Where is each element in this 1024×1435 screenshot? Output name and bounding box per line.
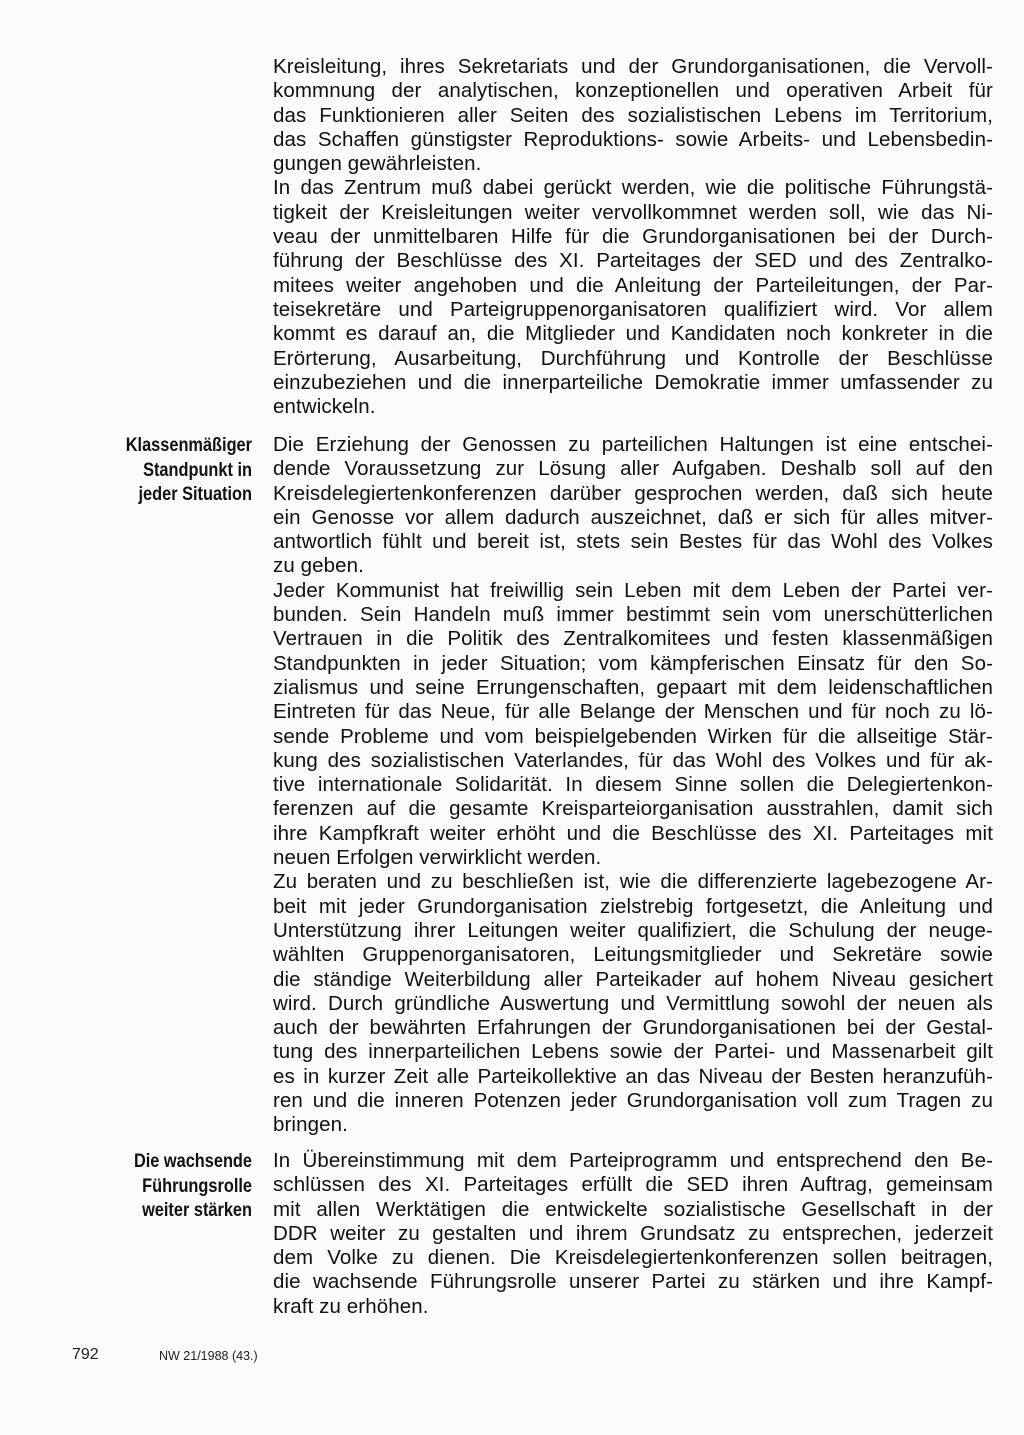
issue-reference: NW 21/1988 (43.) <box>159 1349 258 1363</box>
text-line: antwortlich fühlt und bereit ist, stets sein Bestes für das Wohl des Volkes <box>273 530 993 554</box>
text-line: Zu beraten und zu beschließen ist, wie die differenzierte lagebezogene Ar- <box>273 870 993 894</box>
text-line: In Übereinstimmung mit dem Parteiprogramm und entsprechend den Be- <box>273 1149 993 1172</box>
text-line: wird. Durch gründliche Auswertung und Vermittlung sowohl der neuen als <box>273 991 993 1015</box>
text-line: mit allen Werktätigen die entwickelte sozialistische Gesellschaft in der <box>273 1197 993 1221</box>
marginal-heading-line: Führungsrolle <box>142 1175 252 1197</box>
paragraph <box>273 55 993 176</box>
text-line: teisekretäre und Parteigruppenorganisatoren qualifiziert wird. Vor allem <box>273 297 993 321</box>
text-line: In das Zentrum muß dabei gerückt werden, wie die politische Führungstä- <box>273 176 993 200</box>
paragraph <box>273 579 993 871</box>
text-line: ren und die inneren Potenzen jeder Grundorganisation voll zum Tragen zu <box>273 1089 993 1113</box>
text-line: es in kurzer Zeit alle Parteikollektive an das Niveau der Besten heranzufüh- <box>273 1064 993 1088</box>
text-line: Kreisdelegiertenkonferenzen darüber gesprochen werden, daß sich heute <box>273 481 993 505</box>
marginal-heading-fuehrungsrolle <box>80 1150 252 1224</box>
text-line: auch der bewährten Erfahrungen der Grundorganisationen bei der Gestal- <box>273 1016 993 1040</box>
marginal-heading-line: Klassenmäßiger <box>125 435 252 456</box>
text-line: das Funktionieren aller Seiten des sozialistischen Lebens im Territorium, <box>273 103 993 127</box>
paragraph <box>273 1149 993 1319</box>
text-line: Die Erziehung der Genossen zu parteilichen Haltungen ist eine entschei- <box>273 433 993 456</box>
paragraph <box>273 433 993 579</box>
text-line: tive internationale Solidarität. In diesem Sinne sollen die Delegiertenkon- <box>273 773 993 797</box>
text-line: einzubeziehen und die innerparteiliche Demokratie immer umfassender zu <box>273 370 993 394</box>
text-line: Vertrauen in die Politik des Zentralkomitees und festen klassenmäßigen <box>273 627 993 651</box>
text-line: kraft zu erhöhen. <box>273 1294 429 1318</box>
text-line: die ständige Weiterbildung aller Parteikader auf hohem Niveau gesichert <box>273 967 993 991</box>
marginal-heading-line: Standpunkt in <box>143 459 252 481</box>
text-line: mitees weiter angehoben und die Anleitung der Parteileitungen, der Par- <box>273 273 993 297</box>
text-line: ihre Kampfkraft weiter erhöht und die Beschlüsse des XI. Parteitages mit <box>273 821 993 845</box>
page-number: 792 <box>72 1346 99 1363</box>
text-line: tung des innerparteilichen Lebens sowie der Partei- und Massenarbeit gilt <box>273 1040 993 1064</box>
text-line: bunden. Sein Handeln muß immer bestimmt sein vom unerschütterlichen <box>273 603 993 627</box>
text-line: schlüssen des XI. Parteitages erfüllt die SED ihren Auftrag, gemeinsam <box>273 1173 993 1197</box>
text-line: veau der unmittelbaren Hilfe für die Grundorganisationen bei der Durch- <box>273 225 993 249</box>
text-line: sende Probleme und vom beispielgebenden Wirken für die allseitige Stär- <box>273 724 993 748</box>
text-line: die wachsende Führungsrolle unserer Partei zu stärken und ihre Kampf- <box>273 1270 993 1294</box>
marginal-heading-line: weiter stärken <box>142 1200 252 1221</box>
text-line: dem Volke zu dienen. Die Kreisdelegiertenkonferenzen sollen beitragen, <box>273 1246 993 1270</box>
text-line: führung der Beschlüsse des XI. Parteitages der SED und des Zentralko- <box>273 249 993 273</box>
paragraph <box>273 176 993 419</box>
text-line: entwickeln. <box>273 395 376 419</box>
text-line: kommnung der analytischen, konzeptionellen und operativen Arbeit für <box>273 79 993 103</box>
text-line: zu geben. <box>273 554 364 578</box>
text-line: ein Genosse vor allem dadurch auszeichnet, daß er sich für alles mitver- <box>273 505 993 529</box>
text-line: tigkeit der Kreisleitungen weiter vervollkommnet werden soll, wie das Ni- <box>273 200 993 224</box>
section-fuehrungsrolle-text <box>273 1149 993 1319</box>
text-line: Erörterung, Ausarbeitung, Durchführung und Kontrolle der Beschlüsse <box>273 346 993 370</box>
text-line: ferenzen auf die gesamte Kreisparteiorganisation ausstrahlen, damit sich <box>273 797 993 821</box>
text-line: das Schaffen günstigster Reproduktions- sowie Arbeits- und Lebensbedin- <box>273 127 993 151</box>
text-line: beit mit jeder Grundorganisation zielstrebig fortgesetzt, die Anleitung und <box>273 894 993 918</box>
paragraph <box>273 870 993 1137</box>
text-line: zialismus und seine Errungenschaften, gepaart mit dem leidenschaftlichen <box>273 675 993 699</box>
text-line: kommt es darauf an, die Mitglieder und Kandidaten noch konkreter in die <box>273 322 993 346</box>
text-line: Eintreten für das Neue, für alle Belange der Menschen und für noch zu lö- <box>273 700 993 724</box>
text-line: bringen. <box>273 1113 348 1137</box>
text-line: kung des sozialistischen Vaterlandes, für das Wohl des Volkes und für ak- <box>273 748 993 772</box>
text-line: wählten Gruppenorganisatoren, Leitungsmitglieder und Sekretäre sowie <box>273 943 993 967</box>
text-line: Unterstützung ihrer Leitungen weiter qualifiziert, die Schulung der neuge- <box>273 918 993 942</box>
text-line: Standpunkten in jeder Situation; vom kämpferischen Einsatz für den So- <box>273 651 993 675</box>
marginal-heading-line: jeder Situation <box>138 484 252 505</box>
text-line: dende Voraussetzung zur Lösung aller Aufgaben. Deshalb soll auf den <box>273 457 993 481</box>
marginal-heading-line: Die wachsende <box>133 1151 252 1172</box>
text-line: Kreisleitung, ihres Sekretariats und der Grundorganisationen, die Vervoll- <box>273 55 993 78</box>
text-line: DDR weiter zu gestalten und ihrem Grundsatz zu entsprechen, jederzeit <box>273 1221 993 1245</box>
section-intro-text <box>273 55 993 419</box>
section-standpunkt-text <box>273 433 993 1138</box>
text-line: neuen Erfolgen verwirklicht werden. <box>273 846 602 870</box>
text-line: gungen gewährleisten. <box>273 152 482 176</box>
marginal-heading-standpunkt <box>80 434 252 508</box>
text-line: Jeder Kommunist hat freiwillig sein Leben mit dem Leben der Partei ver- <box>273 578 993 602</box>
